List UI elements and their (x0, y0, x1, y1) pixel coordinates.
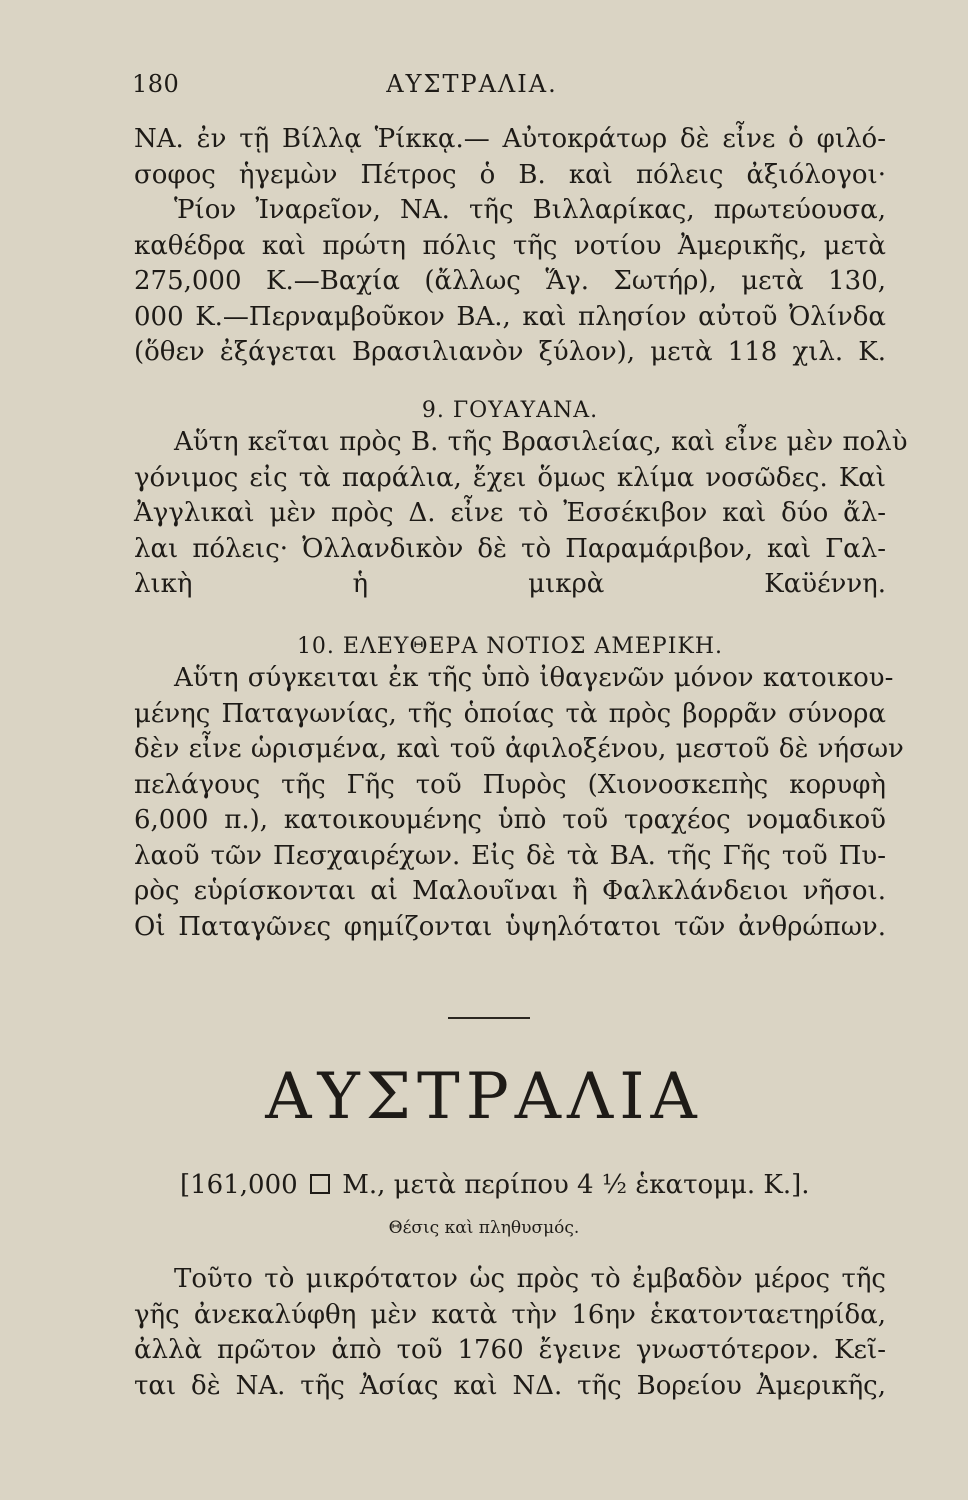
text-line: δὲν εἶνε ὡρισμένα, καὶ τοῦ ἀφιλοξένου, μεστοῦ δὲ νήσων (134, 734, 904, 764)
text-line: Ἀγγλικαὶ μὲν πρὸς Δ. εἶνε τὸ Ἐσσέκιβον καὶ δύο ἄλ- (134, 498, 886, 528)
chapter-title: ΑΥΣΤΡΑΛΙΑ (265, 1060, 703, 1134)
text-line: 275,000 Κ.—Βαχία (ἄλλως Ἅγ. Σωτήρ), μετὰ 130, (134, 266, 886, 296)
section-heading: 9. ΓΟΥΑΥΑΝΑ. (421, 398, 599, 423)
text-line: ἀλλὰ πρῶτον ἀπὸ τοῦ 1760 ἔγεινε γνωστότερον. Κεῖ- (134, 1335, 886, 1365)
text-line: μένης Παταγωνίας, τῆς ὁποίας τὰ πρὸς βορρᾶν σύνορα (134, 698, 886, 729)
text-line: λαι πόλεις· Ὀλλανδικὸν δὲ τὸ Παραμάριβον, καὶ Γαλ- (134, 533, 886, 564)
square-icon (310, 1174, 330, 1194)
text-line: Αὕτη σύγκειται ἐκ τῆς ὑπὸ ἰθαγενῶν μόνον κατοικου- (174, 663, 894, 693)
text-line: Τοῦτο τὸ μικρότατον ὡς πρὸς τὸ ἐμβαδὸν μέρος τῆς (174, 1264, 886, 1294)
page-header (132, 70, 862, 98)
text-line: 000 Κ.—Περναμβοῦκον ΒΑ., καὶ πλησίον αὐτοῦ Ὀλίνδα (134, 301, 886, 332)
section-divider (448, 1017, 530, 1019)
text-line: 6,000 π.), κατοικουμένης ὑπὸ τοῦ τραχέος νομαδικοῦ (134, 805, 886, 835)
section-subtitle: Θέσις καὶ πληθυσμός. (388, 1218, 580, 1238)
section-9 (134, 396, 908, 603)
text-line: ρὸς εὑρίσκονται αἱ Μαλουῖναι ἢ Φαλκλάνδειοι νῆσοι. (134, 876, 886, 906)
text-line: Οἱ Παταγῶνες φημίζονται ὑψηλότατοι τῶν ἀνθρώπων. (134, 911, 886, 942)
text-line: γόνιμος εἰς τὰ παράλια, ἔχει ὅμως κλίμα νοσῶδες. Καὶ (134, 462, 886, 493)
text-line: λικὴ ἡ μικρὰ Καϋέννη. (134, 569, 886, 599)
text-line: γῆς ἀνεκαλύφθη μὲν κατὰ τὴν 16ην ἑκατονταετηρίδα, (134, 1299, 886, 1330)
text-line: λαοῦ τῶν Πεσχαιρέχων. Εἰς δὲ τὰ ΒΑ. τῆς Γῆς τοῦ Πυ- (134, 840, 886, 871)
running-title: ΑΥΣΤΡΑΛΙΑ. (386, 70, 558, 98)
text-line: καθέδρα καὶ πρώτη πόλις τῆς νοτίου Ἀμερικῆς, μετὰ (134, 230, 886, 261)
australia-paragraph (134, 1262, 886, 1404)
text-line: (ὅθεν ἐξάγεται Βρασιλιανὸν ξύλον), μετὰ 118 χιλ. Κ. (134, 337, 886, 367)
text-line: Αὕτη κεῖται πρὸς Β. τῆς Βρασιλείας, καὶ εἶνε μὲν πολὺ (174, 427, 908, 457)
text-line: Ῥίον Ἰναρεῖον, ΝΑ. τῆς Βιλλαρίκας, πρωτεύουσα, (174, 195, 886, 225)
top-paragraph (134, 122, 886, 371)
section-10 (134, 632, 904, 945)
text-line: ται δὲ ΝΑ. τῆς Ἀσίας καὶ ΝΔ. τῆς Βορείου Ἀμερικῆς, (134, 1370, 886, 1401)
text-line: σοφος ἡγεμὼν Πέτρος ὁ Β. καὶ πόλεις ἀξιόλογοι· (134, 159, 886, 190)
population-value: Μ., μετὰ περίπου 4 ½ ἑκατομμ. Κ.]. (342, 1170, 810, 1200)
area-value: [161,000 (180, 1170, 298, 1200)
section-heading: 10. ΕΛΕΥΘΕΡΑ ΝΟΤΙΟΣ ΑΜΕΡΙΚΗ. (296, 634, 724, 659)
text-line: ΝΑ. ἐν τῇ Βίλλᾳ Ῥίκκᾳ.— Αὐτοκράτωρ δὲ εἶνε ὁ φιλό- (134, 124, 886, 154)
page-number: 180 (132, 70, 180, 98)
text-line: πελάγους τῆς Γῆς τοῦ Πυρὸς (Χιονοσκεπὴς κορυφὴ (134, 769, 886, 800)
area-population-line (180, 1170, 880, 1200)
